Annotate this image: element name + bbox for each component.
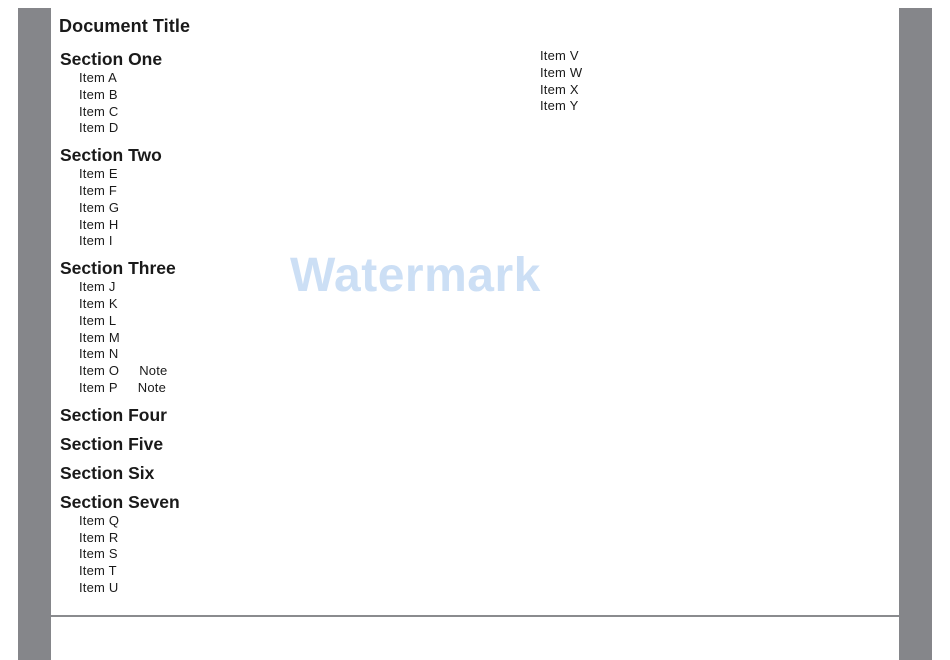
toc-entry-qualifier: Note	[137, 379, 167, 395]
toc-section	[60, 404, 530, 426]
toc-entry-text: Item T	[79, 563, 117, 579]
page-title: Document Title	[59, 16, 191, 36]
toc-entry-text: Item B	[79, 86, 118, 102]
toc-entry[interactable]	[60, 513, 530, 530]
toc-entry[interactable]	[60, 120, 530, 137]
toc-entry-list	[60, 513, 530, 597]
toc-entry[interactable]	[60, 546, 530, 563]
toc-entry-text: Item W	[540, 64, 583, 80]
toc-entry-text: Item U	[79, 579, 119, 595]
toc-entry-text: Item M	[79, 329, 120, 345]
toc-entry[interactable]	[60, 87, 530, 104]
watermark: Watermark	[290, 249, 541, 302]
toc-entry[interactable]	[60, 104, 530, 121]
toc-entry[interactable]	[60, 363, 530, 380]
toc-entry[interactable]	[60, 313, 530, 330]
toc-entry[interactable]	[60, 580, 530, 597]
toc-entry-list	[60, 70, 530, 137]
toc-entry-text: Item Y	[540, 98, 579, 114]
toc-right-column	[540, 48, 870, 115]
toc-section-heading[interactable]: Section Six	[60, 462, 155, 483]
toc-entry-text: Item X	[540, 81, 579, 97]
page-bottom-rule	[51, 615, 899, 617]
toc-entry-text: Item K	[79, 295, 118, 311]
toc-entry-text: Item S	[79, 546, 118, 562]
toc-entry-text: Item F	[79, 182, 118, 198]
toc-section-heading[interactable]: Section Two	[60, 145, 162, 166]
toc-entry[interactable]	[60, 330, 530, 347]
section-spacer	[60, 455, 530, 462]
toc-entry-text: Item J	[79, 279, 116, 295]
toc-entry[interactable]	[60, 563, 530, 580]
toc-section-heading[interactable]: Section Seven	[60, 491, 180, 512]
toc-entry[interactable]	[60, 70, 530, 87]
toc-section	[60, 491, 530, 597]
toc-section-heading[interactable]: Section Three	[60, 258, 176, 279]
toc-entry-qualifier: Note	[139, 363, 168, 379]
toc-entry-list	[60, 166, 530, 250]
toc-entry-text: Item R	[79, 529, 119, 545]
toc-entry-text: Item H	[79, 216, 119, 232]
toc-right-items	[540, 48, 870, 115]
left-frame-bar	[18, 8, 51, 660]
section-spacer	[60, 426, 530, 433]
toc-entry-text: Item E	[79, 166, 118, 182]
toc-section	[60, 48, 530, 137]
toc-entry-text: Item O	[79, 363, 120, 379]
toc-entry-text: Item L	[79, 312, 117, 328]
toc-entry[interactable]	[60, 217, 530, 234]
toc-entry[interactable]	[60, 183, 530, 200]
right-frame-bar	[899, 8, 932, 660]
toc-entry-text: Item P	[79, 379, 118, 395]
section-spacer	[60, 484, 530, 491]
toc-section	[60, 257, 530, 397]
toc-entry[interactable]	[540, 48, 870, 65]
toc-entry[interactable]	[60, 166, 530, 183]
toc-entry[interactable]	[60, 296, 530, 313]
toc-entry[interactable]	[60, 279, 530, 296]
toc-entry-text: Item C	[79, 103, 119, 119]
toc-entry-text: Item G	[79, 199, 120, 215]
toc-section	[60, 144, 530, 250]
toc-left-column	[60, 48, 530, 597]
toc-entry[interactable]	[60, 530, 530, 547]
toc-entry-text: Item Q	[79, 512, 120, 528]
toc-entry[interactable]	[60, 200, 530, 217]
toc-entry[interactable]	[60, 380, 530, 397]
toc-entry[interactable]	[540, 98, 870, 115]
toc-entry-text: Item I	[79, 233, 113, 249]
toc-section-heading[interactable]: Section Four	[60, 404, 167, 425]
section-spacer	[60, 397, 530, 404]
toc-entry[interactable]	[60, 346, 530, 363]
toc-entry-text: Item A	[79, 70, 118, 85]
toc-entry[interactable]	[60, 233, 530, 250]
toc-section	[60, 462, 530, 484]
toc-entry-text: Item D	[79, 120, 119, 136]
toc-entry[interactable]	[540, 82, 870, 99]
section-spacer	[60, 250, 530, 257]
toc-entry-list	[60, 279, 530, 397]
page-top-margin	[0, 0, 950, 8]
toc-entry-text: Item N	[79, 346, 119, 362]
section-spacer	[60, 137, 530, 144]
toc-section-heading[interactable]: Section Five	[60, 433, 164, 454]
toc-section-heading[interactable]: Section One	[60, 49, 163, 69]
toc-entry[interactable]	[540, 65, 870, 82]
toc-entry-text: Item V	[540, 48, 579, 63]
toc-section	[60, 433, 530, 455]
